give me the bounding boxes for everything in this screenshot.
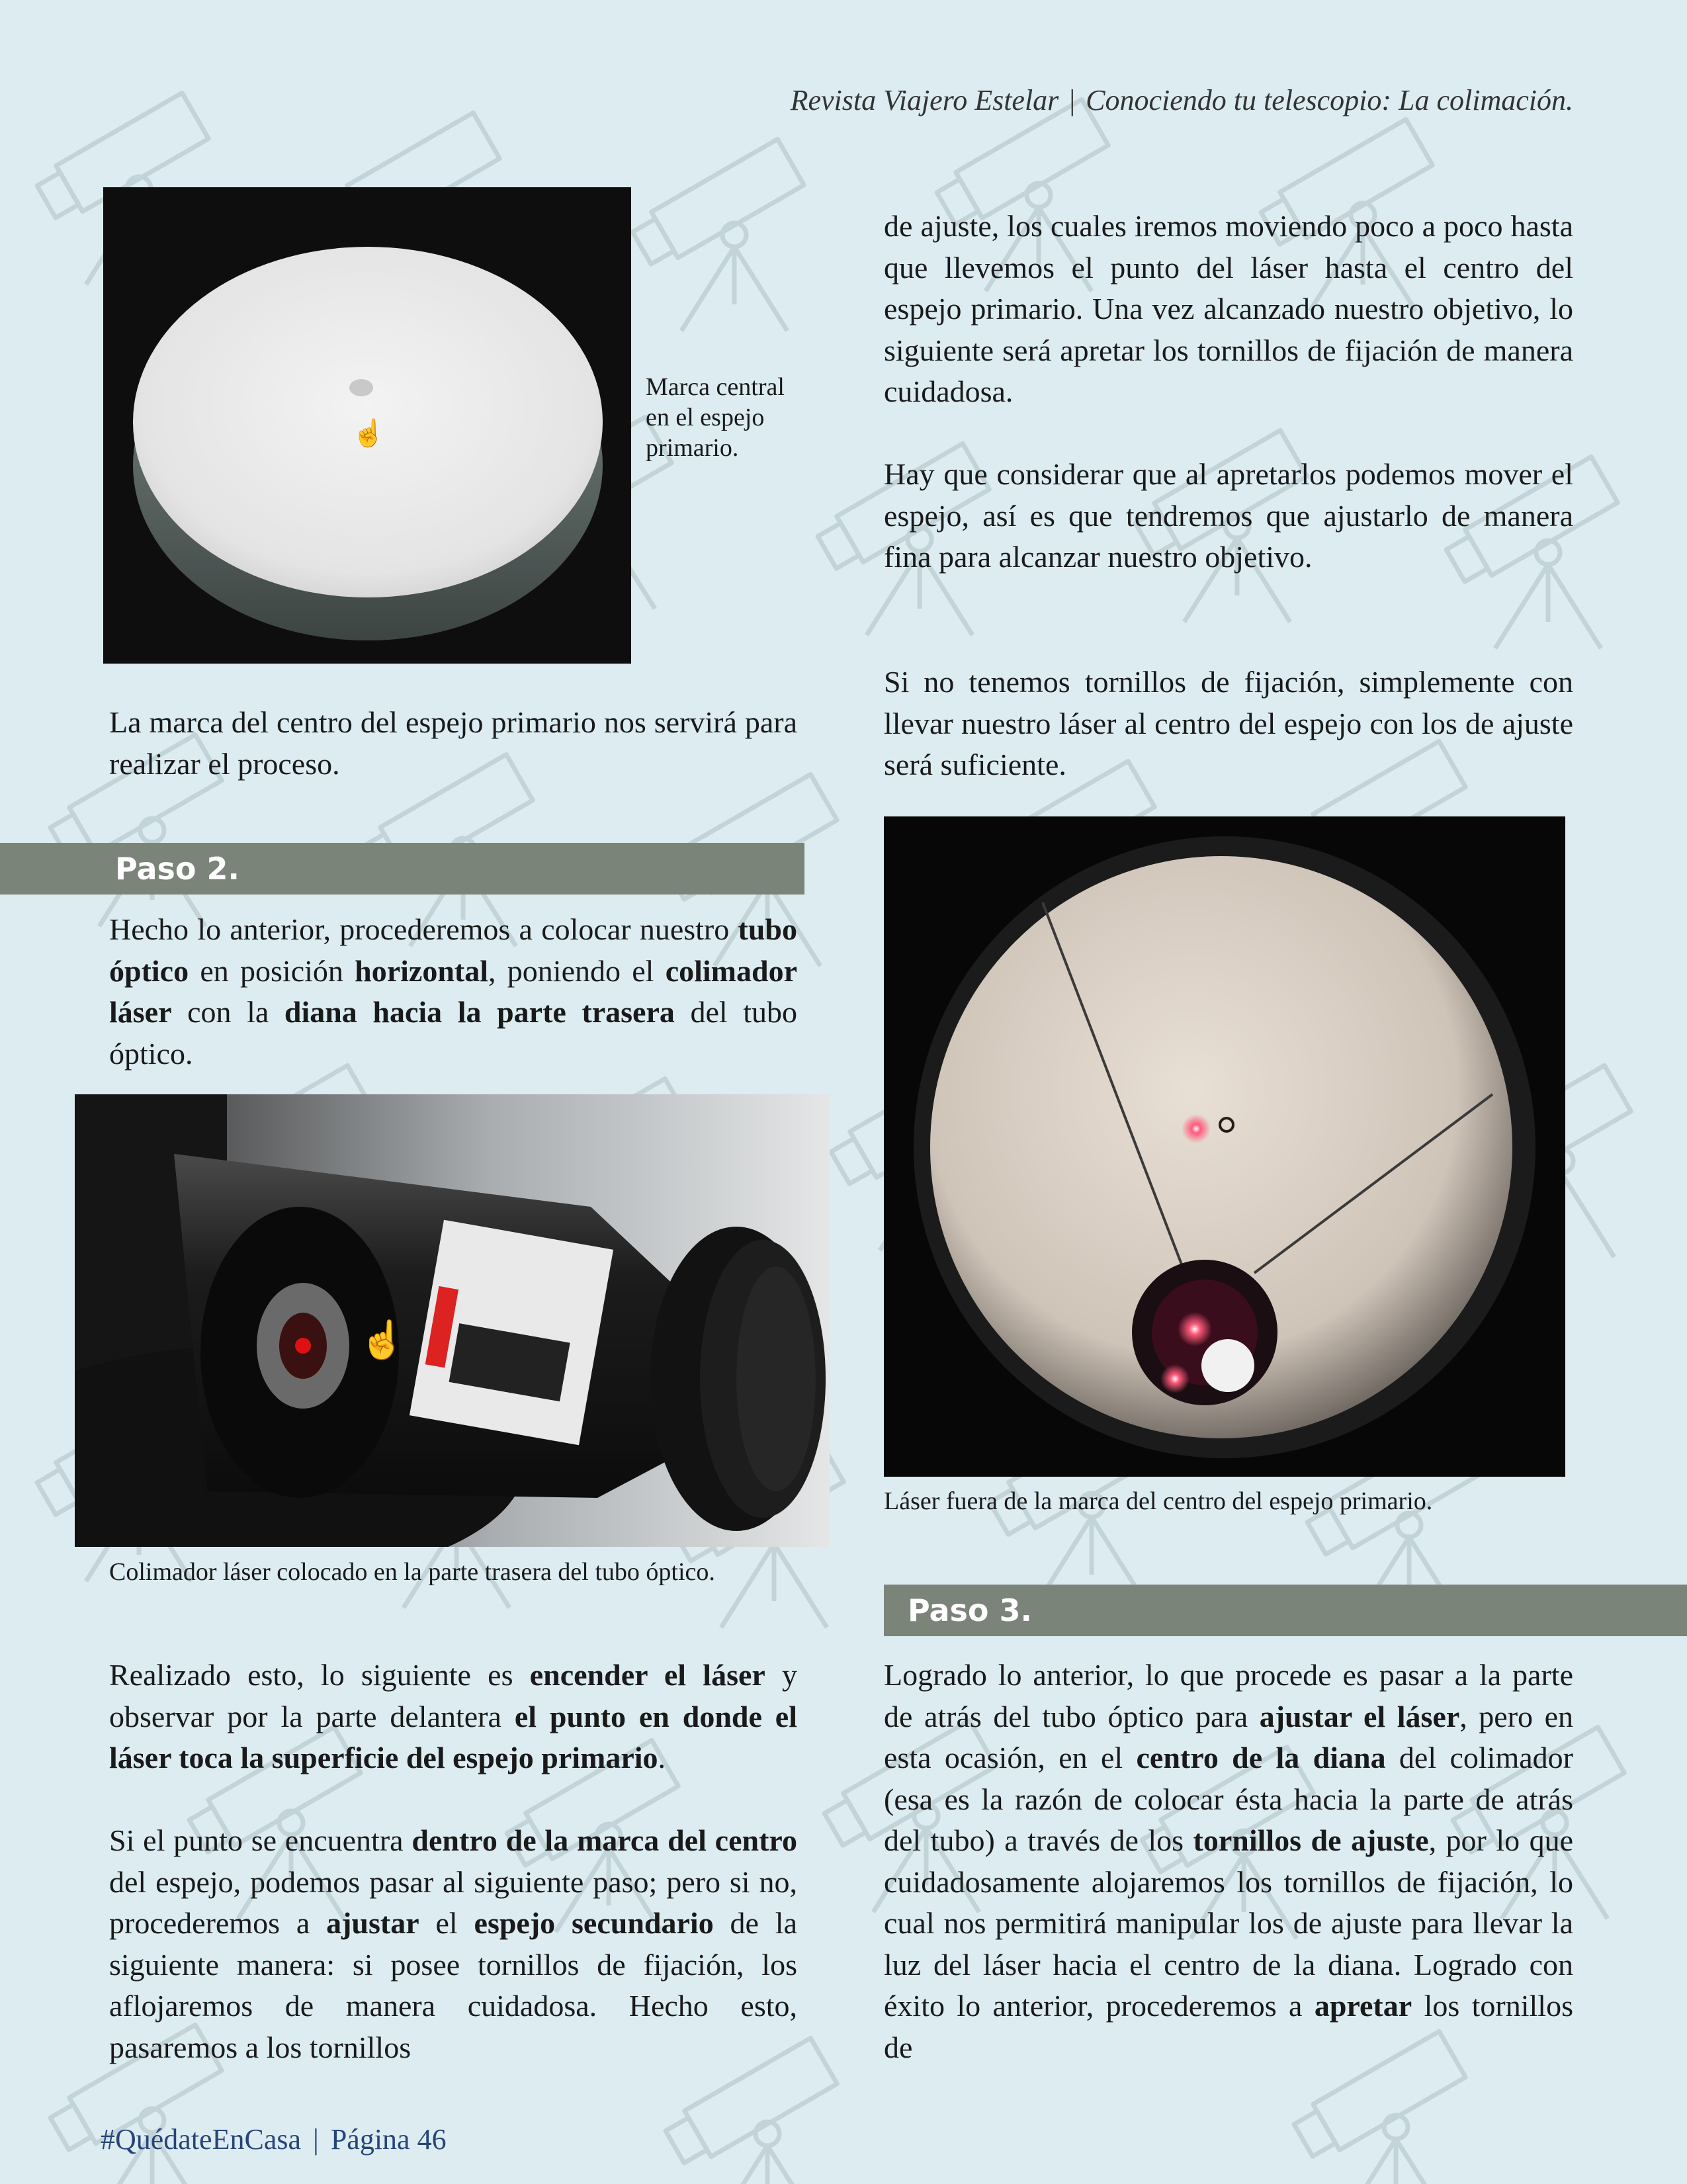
- bold-text: diana hacia la parte trasera: [284, 995, 675, 1029]
- svg-text:☝: ☝: [352, 418, 385, 448]
- text: .: [658, 1741, 666, 1774]
- right-paragraph-3: Si no tenemos tornillos de fijación, simplemente con llevar nuestro láser al centro del espejo con los de ajuste será suficiente.: [884, 665, 1573, 781]
- article-title: Conociendo tu telescopio: La colimación.: [1086, 84, 1573, 116]
- primary-mirror-caption: Marca central en el espejo primario.: [646, 373, 785, 462]
- text: Logrado lo anterior, lo que procede es pasar a la parte de atrás del tubo óptico para: [884, 1658, 1573, 1733]
- bold-text: encender el láser: [529, 1658, 765, 1692]
- bold-text: centro de la diana: [1136, 1741, 1386, 1774]
- text: Hecho lo anterior, procederemos a colocar nuestro: [109, 912, 738, 946]
- bold-text: tornillos de ajuste: [1193, 1823, 1429, 1857]
- laser-off-center-photo: [884, 816, 1565, 1477]
- bold-text: espejo secundario: [474, 1906, 714, 1940]
- step-3-heading-bar: [884, 1585, 1687, 1636]
- bold-text: colimador láser: [109, 953, 797, 1029]
- text: del espejo, podemos pasar al siguiente paso; pero si no, procederemos a: [109, 1864, 797, 1940]
- left-paragraph-3: [109, 1655, 797, 1779]
- text: del colimador (esa es la razón de colocar ésta hacia la parte de atrás del tubo) a través de los: [884, 1741, 1573, 1857]
- step-2-heading-bar: [0, 843, 804, 895]
- text: de la siguiente manera: si posee tornillos de fijación, los aflojaremos de manera cuidadosa. Hecho esto, pasaremos a los tornillos: [109, 1906, 798, 2064]
- svg-text:☝: ☝: [359, 1320, 406, 1361]
- text: Si el punto se encuentra: [109, 1823, 412, 1857]
- text: , pero en esta ocasión, en el: [884, 1699, 1574, 1774]
- running-header: [791, 83, 1573, 117]
- bold-text: ajustar el láser: [1259, 1699, 1460, 1733]
- page-number: Página 46: [330, 2123, 447, 2156]
- text: , por lo que cuidadosamente alojaremos los tornillos de fijación, lo cual nos permitirá manipular los de ajuste para llevar la luz del láser hacia el centro de la diana. Logrado con éxito lo anterior, procederemos a: [884, 1823, 1574, 2023]
- page-footer: [101, 2122, 447, 2156]
- laser-collimator-caption: Colimador láser colocado en la parte trasera del tubo óptico.: [109, 1558, 715, 1586]
- right-paragraph-4: [884, 1655, 1573, 2068]
- bold-text: dentro de la marca del centro: [411, 1823, 797, 1857]
- laser-collimator-photo: [75, 1094, 830, 1547]
- right-paragraph-1: de ajuste, los cuales iremos moviendo poco a poco hasta que llevemos el punto del láser hasta el centro del espejo primario. Una vez alcanzado nuestro objetivo, lo siguiente será apretar los tornillos de fijación de manera cuidadosa.: [884, 209, 1573, 408]
- text: el: [419, 1906, 474, 1940]
- text: del tubo óptico.: [109, 995, 797, 1070]
- bold-text: apretar: [1314, 1989, 1412, 2023]
- left-paragraph-1: La marca del centro del espejo primario nos servirá para realizar el proceso.: [109, 705, 797, 781]
- primary-mirror-photo: [103, 187, 631, 664]
- right-paragraph-2: Hay que considerar que al apretarlos podemos mover el espejo, así es que tendremos que ajustarlo de manera fina para alcanzar nuestro objetivo.: [884, 457, 1573, 574]
- bold-text: tubo óptico: [109, 912, 797, 988]
- bold-text: ajustar: [326, 1906, 419, 1940]
- footer-separator: |: [313, 2123, 319, 2156]
- step-3-title: Paso 3.: [908, 1593, 1032, 1628]
- step-2-title: Paso 2.: [115, 851, 239, 887]
- bold-text: el punto en donde el láser toca la superficie del espejo primario: [109, 1699, 797, 1774]
- text: y observar por la parte delantera: [109, 1658, 798, 1733]
- laser-off-center-caption: Láser fuera de la marca del centro del espejo primario.: [884, 1487, 1433, 1515]
- text: , poniendo el: [488, 953, 666, 988]
- text: Realizado esto, lo siguiente es: [109, 1658, 530, 1692]
- text: con la: [171, 995, 284, 1029]
- magazine-name: Revista Viajero Estelar: [790, 84, 1059, 116]
- bold-text: horizontal: [355, 953, 489, 988]
- header-separator: |: [1069, 84, 1076, 116]
- left-paragraph-2: [109, 909, 797, 1074]
- text: en posición: [189, 953, 355, 988]
- left-paragraph-4: [109, 1820, 797, 2068]
- text: los tornillos de: [884, 1989, 1573, 2064]
- hashtag: #QuédateEnCasa: [101, 2123, 301, 2156]
